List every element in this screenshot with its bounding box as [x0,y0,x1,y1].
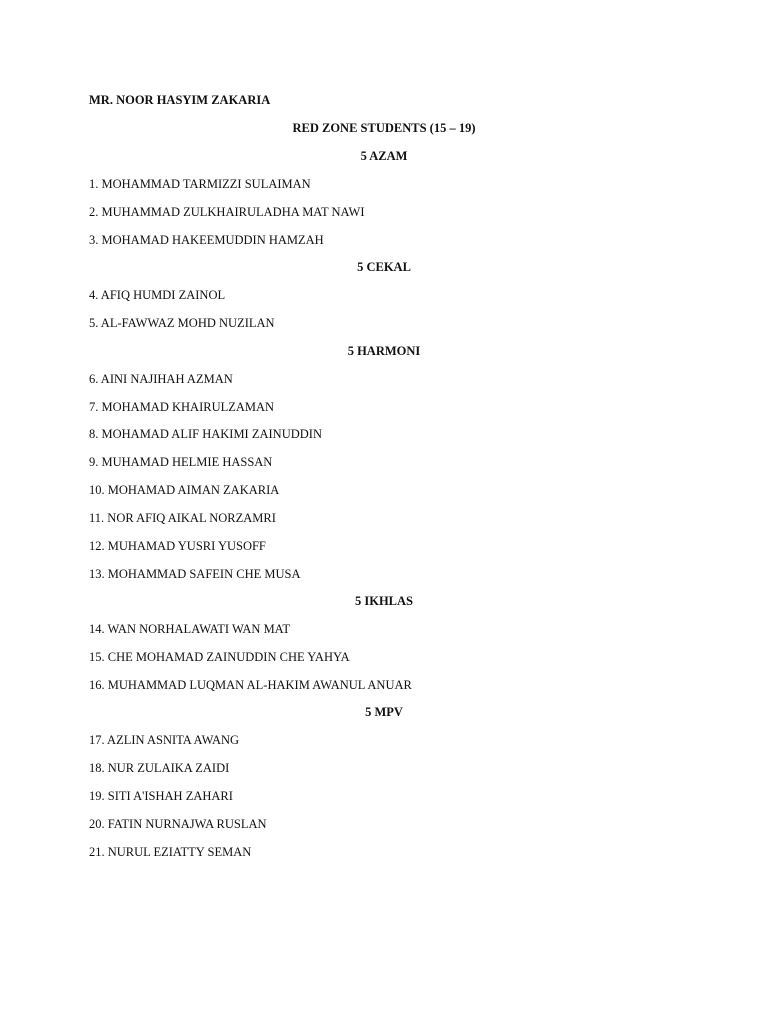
class-heading: 5 IKHLAS [354,594,413,608]
student-entry: 15. CHE MOHAMAD ZAINUDDIN CHE YAHYA [89,650,350,664]
student-entry: 18. NUR ZULAIKA ZAIDI [89,761,230,775]
student-entry: 19. SITI A'ISHAH ZAHARI [89,789,233,803]
teacher-name: MR. NOOR HASYIM ZAKARIA [89,93,271,107]
student-entry: 4. AFIQ HUMDI ZAINOL [89,288,226,302]
student-entry: 8. MOHAMAD ALIF HAKIMI ZAINUDDIN [89,427,322,441]
class-heading: 5 MPV [365,705,403,719]
student-entry: 9. MUHAMAD HELMIE HASSAN [89,455,273,469]
student-entry: 17. AZLIN ASNITA AWANG [89,733,240,747]
class-heading: 5 CEKAL [357,260,411,274]
student-entry: 16. MUHAMMAD LUQMAN AL-HAKIM AWANUL ANUAR [89,678,412,692]
student-entry: 13. MOHAMMAD SAFEIN CHE MUSA [89,567,301,581]
student-entry: 7. MOHAMAD KHAIRULZAMAN [89,400,275,414]
student-entry: 14. WAN NORHALAWATI WAN MAT [89,622,290,636]
document-heading: RED ZONE STUDENTS (15 – 19) [292,121,476,135]
student-entry: 3. MOHAMAD HAKEEMUDDIN HAMZAH [89,233,324,247]
student-entry: 6. AINI NAJIHAH AZMAN [89,372,233,386]
student-entry: 11. NOR AFIQ AIKAL NORZAMRI [89,511,276,525]
student-entry: 10. MOHAMAD AIMAN ZAKARIA [89,483,280,497]
student-entry: 12. MUHAMAD YUSRI YUSOFF [89,539,266,553]
class-heading: 5 HARMONI [347,344,421,358]
student-entry: 1. MOHAMMAD TARMIZZI SULAIMAN [89,177,311,191]
student-entry: 2. MUHAMMAD ZULKHAIRULADHA MAT NAWI [89,205,365,219]
student-entry: 5. AL-FAWWAZ MOHD NUZILAN [89,316,275,330]
class-heading: 5 AZAM [360,149,408,163]
student-entry: 21. NURUL EZIATTY SEMAN [89,845,252,859]
student-entry: 20. FATIN NURNAJWA RUSLAN [89,817,267,831]
